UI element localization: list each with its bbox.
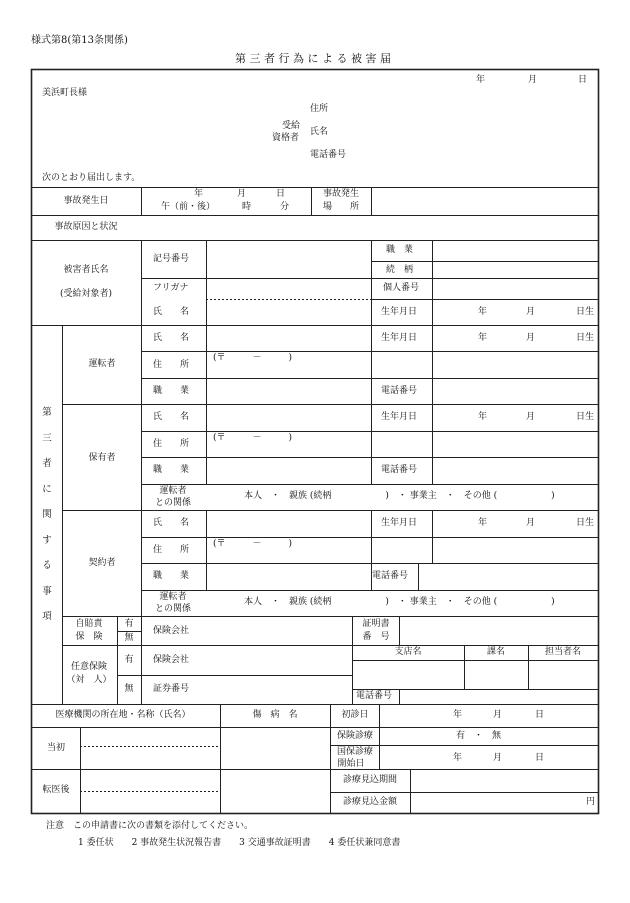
accident-ampm: 午（前・後） [161, 202, 216, 212]
owner-address-label: 住 所 [153, 439, 190, 449]
driver-name-label: 氏 名 [153, 333, 190, 343]
accident-year: 年 [194, 189, 204, 199]
victim-birth-label: 生年月日 [381, 307, 418, 317]
contractor-phone-label: 電話番号 [372, 571, 409, 581]
contractor-relation-label-1: 運転者 [159, 592, 187, 602]
page-title: 第 三 者 行 為 に よ る 被 害 届 [235, 52, 391, 65]
victim-birth-day: 日生 [576, 307, 595, 317]
personal-number-label: 個人番号 [383, 283, 420, 293]
driver-birth-label: 生年月日 [381, 333, 418, 343]
driver-phone-label: 電話番号 [381, 386, 418, 396]
symbol-number-label: 記号番号 [153, 254, 190, 264]
owner-birth-month: 月 [526, 412, 536, 422]
owner-phone-label: 電話番号 [381, 465, 418, 475]
accident-month: 月 [237, 189, 247, 199]
cert-label-2: 番 号 [362, 632, 390, 642]
driver-postal: (〒 － ) [213, 353, 293, 363]
accident-place-label-2: 場 所 [322, 202, 360, 212]
first-visit-day: 日 [535, 710, 545, 720]
victim-occupation-label: 職 業 [386, 245, 414, 255]
yen-label: 円 [586, 797, 596, 807]
jibaiseki-yes: 有 [124, 619, 134, 629]
jibaiseki-label-1: 自賠責 [75, 619, 103, 629]
date-day-label: 日 [578, 75, 588, 85]
insured-care-label: 保険診療 [336, 731, 374, 741]
voluntary-label-2: （対 人） [66, 675, 112, 685]
victim-birth-year: 年 [478, 307, 488, 317]
contractor-relation-choices: 本人 ・ 親族 (続柄 ) ・ 事業主 ・ その他 ( ) [244, 597, 555, 607]
applicant-phone-label: 電話番号 [310, 150, 347, 160]
owner-relation-choices: 本人 ・ 親族 (続柄 ) ・ 事業主 ・ その他 ( ) [244, 491, 555, 501]
expected-amount-label: 診療見込金額 [342, 797, 398, 807]
insurance-phone-label: 電話番号 [356, 691, 393, 701]
accident-day: 日 [276, 189, 286, 199]
accident-hour: 時 [242, 202, 252, 212]
owner-name-label: 氏 名 [153, 412, 190, 422]
owner-relation-label-1: 運転者 [159, 486, 187, 496]
victim-label-2: (受給対象者) [59, 289, 113, 299]
cert-label-1: 証明書 [362, 619, 390, 629]
driver-birth-month: 月 [526, 333, 536, 343]
contractor-birth-month: 月 [526, 518, 536, 528]
applicant-label-1: 受給 [282, 121, 301, 131]
notice-text: 次のとおり届出します。 [42, 173, 141, 183]
furigana-label: フリガナ [153, 283, 189, 293]
voluntary-yes: 有 [124, 655, 134, 665]
owner-birth-year: 年 [478, 412, 488, 422]
date-month-label: 月 [528, 75, 538, 85]
driver-birth-day: 日生 [576, 333, 595, 343]
footer-note: 注意 この申請書に次の書類を添付してください。 [46, 821, 254, 831]
voluntary-label-1: 任意保険 [70, 662, 108, 672]
third-party-vertical-label: 第 三 者 に 関 す る 事 項 [42, 407, 52, 622]
jibaiseki-label-2: 保 険 [75, 632, 103, 642]
policy-number-label: 証券番号 [153, 684, 190, 694]
kokuho-year: 年 [453, 753, 463, 763]
owner-relation-label-2: との関係 [154, 498, 192, 508]
first-visit-label: 初診日 [341, 710, 369, 720]
kokuho-label-2: 開始日 [337, 759, 365, 769]
contractor-name-label: 氏 名 [153, 518, 190, 528]
contractor-relation-label-2: との関係 [154, 604, 192, 614]
first-visit-year: 年 [453, 710, 463, 720]
victim-birth-month: 月 [526, 307, 536, 317]
accident-date-label: 事故発生日 [63, 196, 109, 206]
disease-label: 傷 病 名 [252, 710, 298, 720]
contractor-occupation-label: 職 業 [153, 571, 190, 581]
form-number: 様式第8(第13条関係) [31, 35, 128, 46]
section-label: 課名 [486, 647, 506, 657]
insured-care-choice: 有 ・ 無 [456, 731, 502, 741]
owner-birth-label: 生年月日 [381, 412, 418, 422]
accident-minute: 分 [280, 202, 290, 212]
owner-postal: (〒 － ) [213, 433, 293, 443]
victim-label-1: 被害者氏名 [63, 265, 109, 275]
person-label: 担当者名 [544, 647, 582, 657]
driver-birth-year: 年 [478, 333, 488, 343]
owner-label: 保有者 [88, 453, 116, 463]
date-year-label: 年 [476, 75, 486, 85]
footer-docs: 1 委任状 2 事故発生状況報告書 3 交通事故証明書 4 委任状兼同意書 [78, 838, 401, 848]
institution-label: 医療機関の所在地・名称（氏名） [55, 710, 191, 720]
contractor-birth-year: 年 [478, 518, 488, 528]
owner-occupation-label: 職 業 [153, 465, 190, 475]
driver-occupation-label: 職 業 [153, 386, 190, 396]
victim-relation-label: 続 柄 [386, 265, 414, 275]
addressee: 美浜町長様 [42, 88, 88, 98]
applicant-name-label: 氏名 [310, 127, 329, 137]
contractor-address-label: 住 所 [153, 545, 190, 555]
expected-period-label: 診療見込期間 [342, 775, 398, 785]
branch-label: 支店名 [394, 647, 422, 657]
jibaiseki-company-label: 保険会社 [153, 626, 190, 636]
kokuho-label-1: 国保診療 [336, 747, 374, 757]
jibaiseki-no: 無 [124, 633, 134, 643]
voluntary-company-label: 保険会社 [153, 655, 190, 665]
applicant-address-label: 住所 [310, 104, 329, 114]
initial-label: 当初 [46, 743, 66, 753]
contractor-birth-day: 日生 [576, 518, 595, 528]
kokuho-day: 日 [535, 753, 545, 763]
accident-place-label-1: 事故発生 [322, 189, 360, 199]
kokuho-month: 月 [493, 753, 503, 763]
victim-name-label: 氏 名 [153, 307, 190, 317]
accident-cause-label: 事故原因と状況 [54, 222, 118, 232]
contractor-postal: (〒 － ) [213, 539, 293, 549]
driver-address-label: 住 所 [153, 360, 190, 370]
contractor-label: 契約者 [88, 558, 116, 568]
first-visit-month: 月 [493, 710, 503, 720]
transfer-label: 転医後 [42, 785, 70, 795]
driver-label: 運転者 [88, 359, 116, 369]
owner-birth-day: 日生 [576, 412, 595, 422]
applicant-label-2: 資格者 [272, 133, 300, 143]
contractor-birth-label: 生年月日 [381, 518, 418, 528]
voluntary-no: 無 [124, 684, 134, 694]
